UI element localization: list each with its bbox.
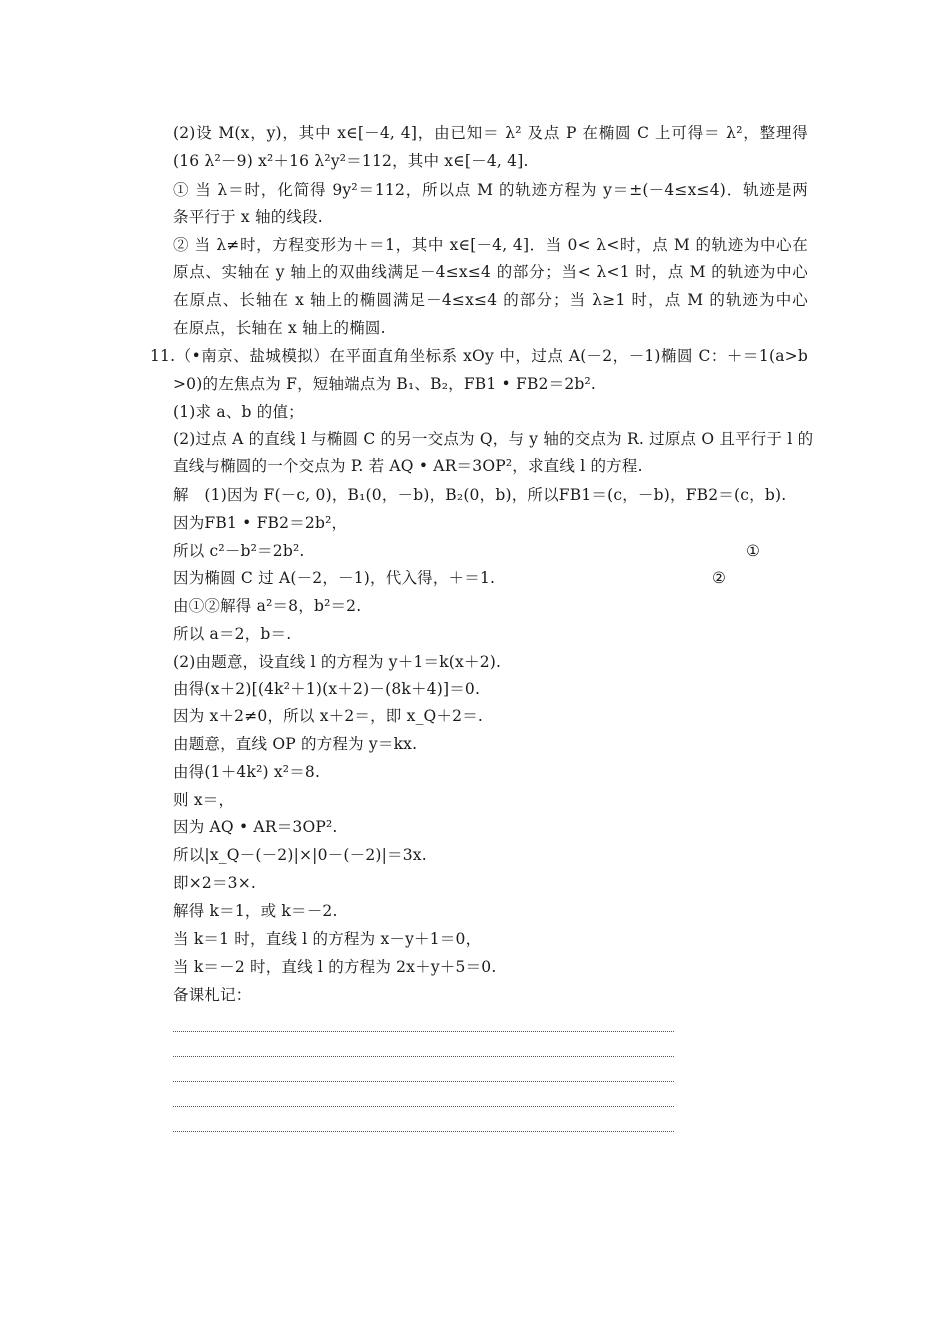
solution-line: 由得(1＋4k²) x²＝8. xyxy=(173,763,321,781)
equation-marker-1: ① xyxy=(746,542,760,560)
solution-line: 因为FB1 • FB2＝2b²， xyxy=(173,514,348,532)
solution-line: 由题意，直线 OP 的方程为 y＝kx. xyxy=(173,735,418,753)
solution-line: 当 k＝1 时，直线 l 的方程为 x－y＋1＝0， xyxy=(173,930,482,948)
solution-line: 当 k＝－2 时，直线 l 的方程为 2x＋y＋5＝0. xyxy=(173,958,497,976)
question-11-line-1: 11.（•南京、盐城模拟）在平面直角坐标系 xOy 中，过点 A(－2，－1)椭圆 C：＋＝1(a>b xyxy=(150,347,808,365)
notes-heading: 备课札记： xyxy=(173,986,252,1004)
case1-line-1: ① 当 λ＝时，化简得 9y²＝112，所以点 M 的轨迹方程为 y＝±(－4≤x≤4)．轨迹是两 xyxy=(173,181,808,199)
question-11-part-2-line-2: 直线与椭圆的一个交点为 P. 若 AQ • AR＝3OP²，求直线 l 的方程. xyxy=(173,457,643,475)
question-11-line-2: >0)的左焦点为 F，短轴端点为 B₁、B₂，FB1 • FB2＝2b². xyxy=(173,375,597,393)
question-11-part-2-line-1: (2)过点 A 的直线 l 与椭圆 C 的另一交点为 Q，与 y 轴的交点为 R. 过原点 O 且平行于 l 的 xyxy=(173,430,814,448)
notes-rule-line xyxy=(173,1081,674,1082)
case2-line-4: 在原点，长轴在 x 轴上的椭圆. xyxy=(173,319,386,337)
solution-line: 因为 x＋2≠0，所以 x＋2＝，即 x_Q＋2＝. xyxy=(173,707,484,725)
notes-rule-line xyxy=(173,1131,674,1132)
equation-marker-2: ② xyxy=(712,569,726,587)
case2-line-1: ② 当 λ≠时，方程变形为＋＝1，其中 x∈[－4, 4]．当 0< λ<时，点 M 的轨迹为中心在 xyxy=(173,236,808,254)
solution-line: 所以|x_Q－(－2)|×|0－(－2)|＝3x. xyxy=(173,846,427,864)
solution-line: 所以 c²－b²＝2b². xyxy=(173,542,305,560)
solution-line: 因为 AQ • AR＝3OP². xyxy=(173,818,338,836)
solution-line: 所以 a＝2，b＝. xyxy=(173,625,292,643)
solution-line: 由得(x＋2)[(4k²＋1)(x＋2)－(8k＋4)]＝0. xyxy=(173,680,481,698)
part2-line-1: (2)设 M(x，y)，其中 x∈[－4, 4]，由已知＝ λ² 及点 P 在椭圆 C 上可得＝ λ²，整理得 xyxy=(173,124,808,142)
solution-line: 因为椭圆 C 过 A(－2，－1)，代入得，＋＝1. xyxy=(173,569,496,587)
solution-line: 解得 k＝1，或 k＝－2. xyxy=(173,902,338,920)
part2-line-2: (16 λ²－9) x²＋16 λ²y²＝112，其中 x∈[－4, 4]. xyxy=(173,152,529,170)
notes-rule-line xyxy=(173,1106,674,1107)
solution-line: 解 (1)因为 F(－c, 0)，B₁(0，－b)，B₂(0，b)，所以FB1＝(c，－b)，FB2＝(c，b). xyxy=(173,486,787,504)
notes-rule-line xyxy=(173,1031,674,1032)
solution-line: 即×2＝3×. xyxy=(173,874,257,892)
notes-rule-line xyxy=(173,1056,674,1057)
case2-line-3: 在原点、长轴在 x 轴上的椭圆满足－4≤x≤4 的部分；当 λ≥1 时，点 M 的轨迹为中心 xyxy=(173,291,808,309)
case1-line-2: 条平行于 x 轴的线段. xyxy=(173,208,323,226)
question-11-part-1: (1)求 a、b 的值； xyxy=(173,403,304,421)
solution-line: 则 x＝， xyxy=(173,791,235,809)
solution-line: 由①②解得 a²＝8，b²＝2. xyxy=(173,597,362,615)
case2-line-2: 原点、实轴在 y 轴上的双曲线满足－4≤x≤4 的部分；当< λ<1 时，点 M 的轨迹为中心 xyxy=(173,263,808,281)
solution-line: (2)由题意，设直线 l 的方程为 y＋1＝k(x＋2). xyxy=(173,653,502,671)
